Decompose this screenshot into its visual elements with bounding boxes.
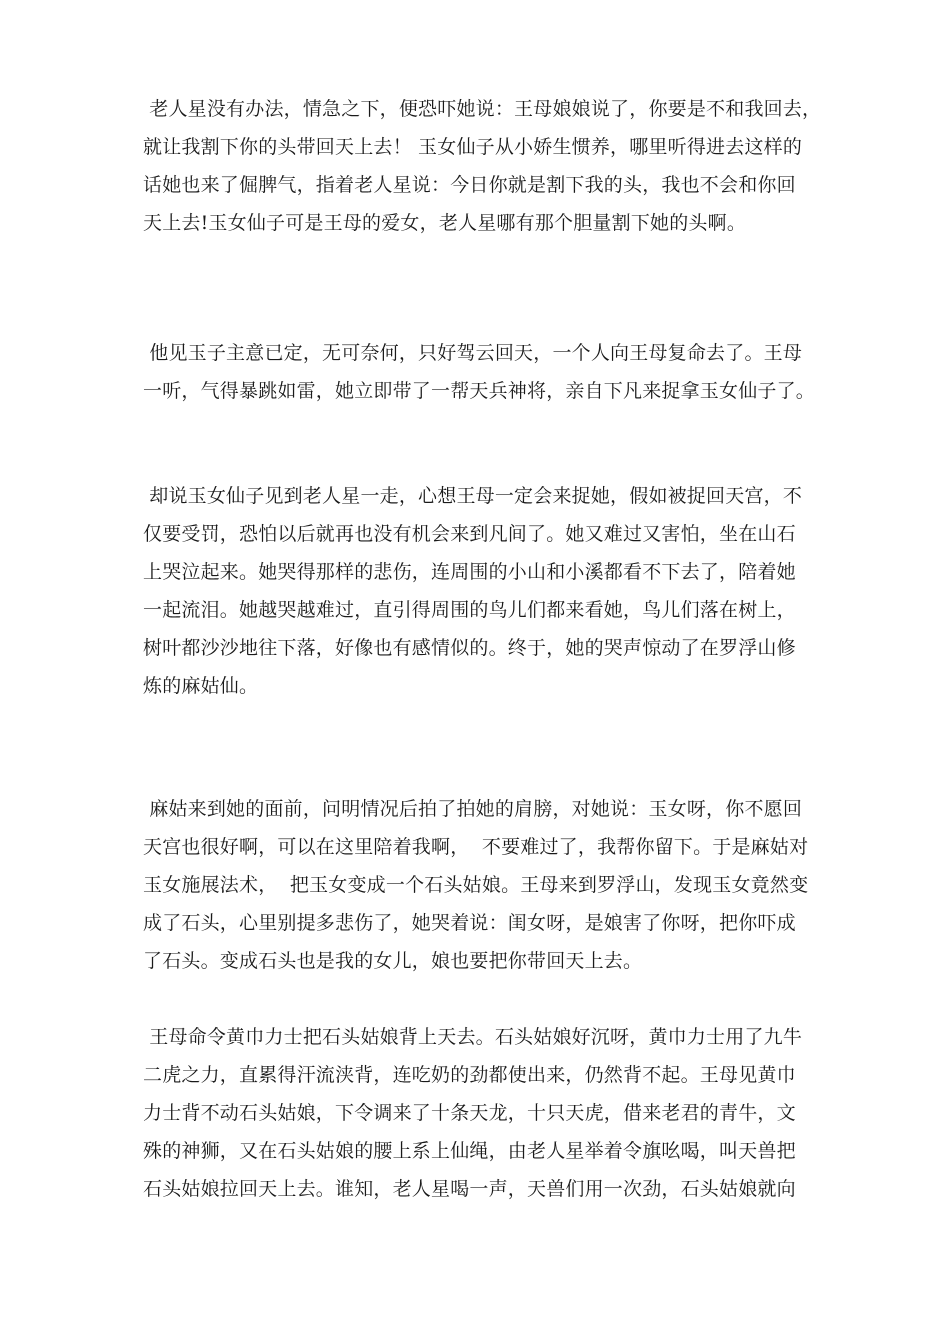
text-line: 他见玉子主意已定，无可奈何，只好驾云回天，一个人向王母复命去了。王母 — [143, 342, 803, 364]
text-line: 仅要受罚，恐怕以后就再也没有机会来到凡间了。她又难过又害怕，坐在山石 — [143, 523, 796, 545]
text-line: 却说玉女仙子见到老人星一走，心想王母一定会来捉她，假如被捉回天宫，不 — [143, 485, 803, 507]
paragraph-5 — [143, 1018, 823, 1208]
text-line: 老人星没有办法，情急之下，便恐吓她说：王母娘娘说了，你要是不和我回去， — [143, 98, 822, 120]
text-line: 一听，气得暴跳如雷，她立即带了一帮天兵神将，亲自下凡来捉拿玉女仙子了。 — [143, 380, 816, 402]
paragraph-2 — [143, 334, 823, 410]
text-line: 一起流泪。她越哭越难过，直引得周围的鸟儿们都来看她，鸟儿们落在树上， — [143, 599, 796, 621]
paragraph-1 — [143, 90, 823, 242]
text-line: 麻姑来到她的面前，问明情况后拍了拍她的肩膀，对她说：玉女呀，你不愿回 — [143, 798, 803, 820]
text-line: 了石头。变成石头也是我的女儿，娘也要把你带回天上去。 — [143, 950, 643, 972]
text-line: 就让我割下你的头带回天上去！ 玉女仙子从小娇生惯养，哪里听得进去这样的 — [143, 136, 803, 158]
text-line: 玉女施展法术， 把玉女变成一个石头姑娘。王母来到罗浮山，发现玉女竟然变 — [143, 874, 809, 896]
text-line: 王母命令黄巾力士把石头姑娘背上天去。石头姑娘好沉呀，黄巾力士用了九牛 — [143, 1026, 803, 1048]
text-line: 殊的神狮，又在石头姑娘的腰上系上仙绳，由老人星举着令旗吆喝，叫天兽把 — [143, 1140, 796, 1162]
text-line: 石头姑娘拉回天上去。谁知，老人星喝一声，天兽们用一次劲，石头姑娘就向 — [143, 1178, 796, 1200]
text-line: 力士背不动石头姑娘，下令调来了十条天龙，十只天虎，借来老君的青牛，文 — [143, 1102, 796, 1124]
paragraph-4 — [143, 790, 823, 980]
text-line: 炼的麻姑仙。 — [143, 675, 259, 697]
text-line: 天宫也很好啊，可以在这里陪着我啊， 不要难过了，我帮你留下。于是麻姑对 — [143, 836, 809, 858]
text-line: 二虎之力，直累得汗流浃背，连吃奶的劲都使出来，仍然背不起。王母见黄巾 — [143, 1064, 796, 1086]
text-line: 天上去!玉女仙子可是王母的爱女，老人星哪有那个胆量割下她的头啊。 — [143, 212, 747, 234]
paragraph-3 — [143, 477, 823, 705]
text-line: 上哭泣起来。她哭得那样的悲伤，连周围的小山和小溪都看不下去了，陪着她 — [143, 561, 796, 583]
text-line: 树叶都沙沙地往下落，好像也有感情似的。终于，她的哭声惊动了在罗浮山修 — [143, 637, 796, 659]
text-line: 成了石头，心里别提多悲伤了，她哭着说：闺女呀，是娘害了你呀，把你吓成 — [143, 912, 796, 934]
text-line: 话她也来了倔脾气，指着老人星说：今日你就是割下我的头，我也不会和你回 — [143, 174, 796, 196]
